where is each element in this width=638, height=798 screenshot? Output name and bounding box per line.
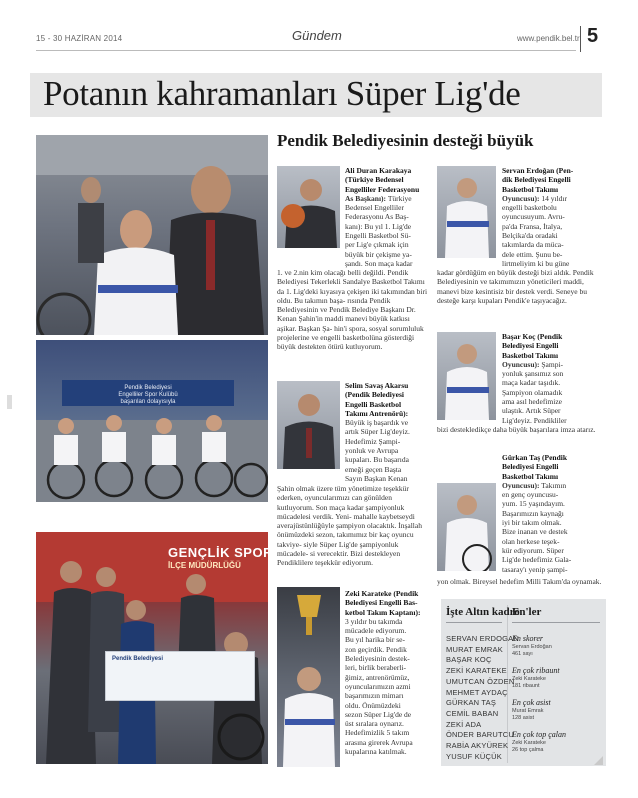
list-item: UMUTCAN ÖZDEN: [446, 676, 515, 686]
article-ali-duran-head: Ali Duran Karakaya (Türkiye Bedensel Engelliler Federasyonu As Başkanı): Türkiye Bedensel Engelliler Federasyonu As Baş- kanı): Bu yıl 1. Lig'de Engelli Basketbol Sü- per Lig'e çıkmak için büyük bir çekişme ya- şandı. Son maça kadar: [345, 166, 420, 268]
roster-list: [446, 634, 519, 762]
page-number: 5: [587, 25, 599, 47]
stage-sign-sub: İLÇE MÜDÜRLÜĞÜ: [168, 561, 241, 570]
article-servan-head: Servan Erdoğan (Pen- dik Belediyesi Engelli Basketbol Takımı Oyuncusu): 14 yıldır engelli basketbolu oyuncusuyum. Avru- pa'da Fransa, İtalya, Belçika'da oradaki takımlarda da müca- dele ettim. Şunu be- lirtmeliyim ki bu güne: [502, 166, 574, 268]
list-item: ZEKİ ADA: [446, 719, 482, 729]
photo-wheelchair-team: [36, 340, 268, 502]
issue-date: 15 - 30 HAZİRAN 2014: [36, 34, 123, 43]
header-rule: [36, 50, 576, 51]
roster-rule: [446, 622, 502, 623]
header-divider: [580, 26, 581, 52]
list-item: SERVAN ERDOGAN: [446, 634, 519, 643]
team-banner-text: Pendik Belediyesi Engelliler Spor Kulübü başarıları dolayısıyla: [118, 385, 178, 405]
article-servan-body: kadar gördüğüm en büyük desteği bizi aldık. Pendik Belediyesinin ve takımımızın yöneticileri maddi, manevi bize kesintisiz bir destek verdi. Seneye bu desteğe karşı kupaları Pendik'e taşıyacağız.: [437, 268, 594, 305]
list-item: CEMİL BABAN: [446, 708, 499, 718]
article-basar-head: Başar Koç (Pendik Belediyesi Engelli Basketbol Takımı Oyuncusu): Şampi- yonluk şansımız son maça kadar taşıdık. Şampiyon olamadık ama asıl hedefimize ulaştık. Artık Süper Lig'deyiz. Pendikliler: [502, 332, 567, 425]
article-ali-duran-body: 1. ve 2.nin kim olacağı belli değildi. Pendik Belediyesi Tekerlekli Sandalye Basketbol Takımı da 1. Lig'deki kıyasıya çekişen iki takımından biri oldu. Bu takımın başa- rısında Pendik Belediyesinin ve Pendik Belediye Başkanı Dr. Kenan Şahin'in maddi manevi büyük katkısı aşikar. Başkan Şa- hin'i spora, sosyal sorumluluk projelerine ve engelli basketbolüna gösterdiği büyük destekten ötürü kutluyorum.: [277, 268, 428, 352]
portrait-ali-duran-karakaya: [277, 166, 340, 248]
article-selim-body: Şahin olmak üzere tüm yönetimize teşekkür ederken, oyuncularımızı can gönülden kutluyorum. Son maça kadar şampiyonluk mücadelesi verdik. Yeni- mahalle kaybetseydi averajüstünlüğüyle şampiyon olacaktık. İnşallah önümüzdeki sezon, takımımız bir kaç oyuncu takviye- siyle Süper Lig'de şampiyonluk mücadele- si verecektir. Bizi destekleyen Pendiklilere teşekkür ediyorum.: [277, 484, 422, 568]
list-item: MEHMET AYDAÇ: [446, 687, 508, 697]
section-title: Gündem: [292, 28, 342, 43]
portrait-selim-savas-akarsu: [277, 381, 340, 469]
record-top-assists: En çok asist Murat Emrak 128 asist: [512, 698, 551, 721]
article-gurkan-head: Gürkan Taş (Pendik Belediyesi Engelli Basketbol Takımı Oyuncusu): Takımın en genç oyuncusu- yum. 15 yaşındayım. Başarımızın kaynağı iyi bir takım olmak. Bize inanan ve destek olan herkese teşek- kür ediyorum. Süper Lig'de hedefimiz Gala- tasaray'ı yenip şampi-: [502, 453, 572, 574]
page-header: [0, 0, 638, 60]
portrait-zeki-karateke: [277, 587, 340, 767]
record-top-rebounder: En çok ribaunt Zeki Karateke 181 ribaunt: [512, 666, 560, 689]
roster-title: İşte Altın kadro: [446, 606, 520, 618]
check-logo: Pendik Belediyesi: [112, 656, 164, 662]
article-selim-head: Selim Savaş Akarsu (Pendik Belediyesi Engelli Basketbol Takımı Antrenörü): Büyük iş başardık ve artık Süper Lig'deyiz. Hedefimiz Şampi- yonluk ve Avrupa kupaları. Bu başarıda emeği geçen Başta Sayın Başkan Kenan: [345, 381, 410, 483]
stage-sign: GENÇLİK SPOR: [168, 545, 273, 560]
article-gurkan-body: yon olmak. Bireysel hedefim Milli Takım'da oynamak.: [437, 577, 602, 586]
portrait-gurkan-tas: [437, 483, 496, 571]
box-corner-fold: [594, 756, 603, 765]
website-link[interactable]: www.pendik.bel.tr: [517, 34, 580, 43]
list-item: MURAT EMRAK: [446, 644, 503, 654]
headline: Potanın kahramanları Süper Lig'de: [43, 74, 521, 113]
records-title: En'ler: [512, 606, 542, 618]
article-zeki: Zeki Karateke (Pendik Belediyesi Engelli Bas- ketbol Takım Kaptanı): 3 yıldır bu takımda mücadele ediyorum. Bu yıl harika bir se- zon geçirdik. Pendik Belediyesinin destek- leri, birlik beraberli- ğimiz, antrenörümüz, oyuncularımızın azmi başarımızın mimarı oldu. Önümüzdeki sezon Süper Lig'de de üst sıralara oynarız. Hedefimizlik 5 takım arasına girerek Avrupa kupalarına katılmak.: [345, 589, 421, 757]
list-item: ÖNDER BARUTCU: [446, 730, 515, 740]
record-top-scorer: En skorer Servan Erdoğan 461 sayı: [512, 634, 552, 657]
portrait-basar-koc: [437, 332, 496, 420]
list-item: YUSUF KÜÇÜK: [446, 751, 502, 761]
list-item: GÜRKAN TAŞ: [446, 698, 497, 708]
portrait-servan-erdogan: [437, 166, 496, 258]
list-item: RABİA AKYÜREK: [446, 741, 509, 751]
page-edge-mark: [7, 395, 12, 409]
list-item: BAŞAR KOÇ: [446, 655, 492, 665]
subheadline: Pendik Belediyesinin desteği büyük: [277, 131, 534, 150]
photo-players-celebrating: [36, 135, 268, 335]
article-basar-body: bizi destekledikçe daha büyük başarılara imza atarız.: [437, 425, 596, 434]
list-item: ZEKİ KARATEKE: [446, 666, 507, 676]
record-top-steals: En çok top çalan Zeki Karateke 26 top çalma: [512, 730, 566, 753]
records-rule: [512, 622, 600, 623]
